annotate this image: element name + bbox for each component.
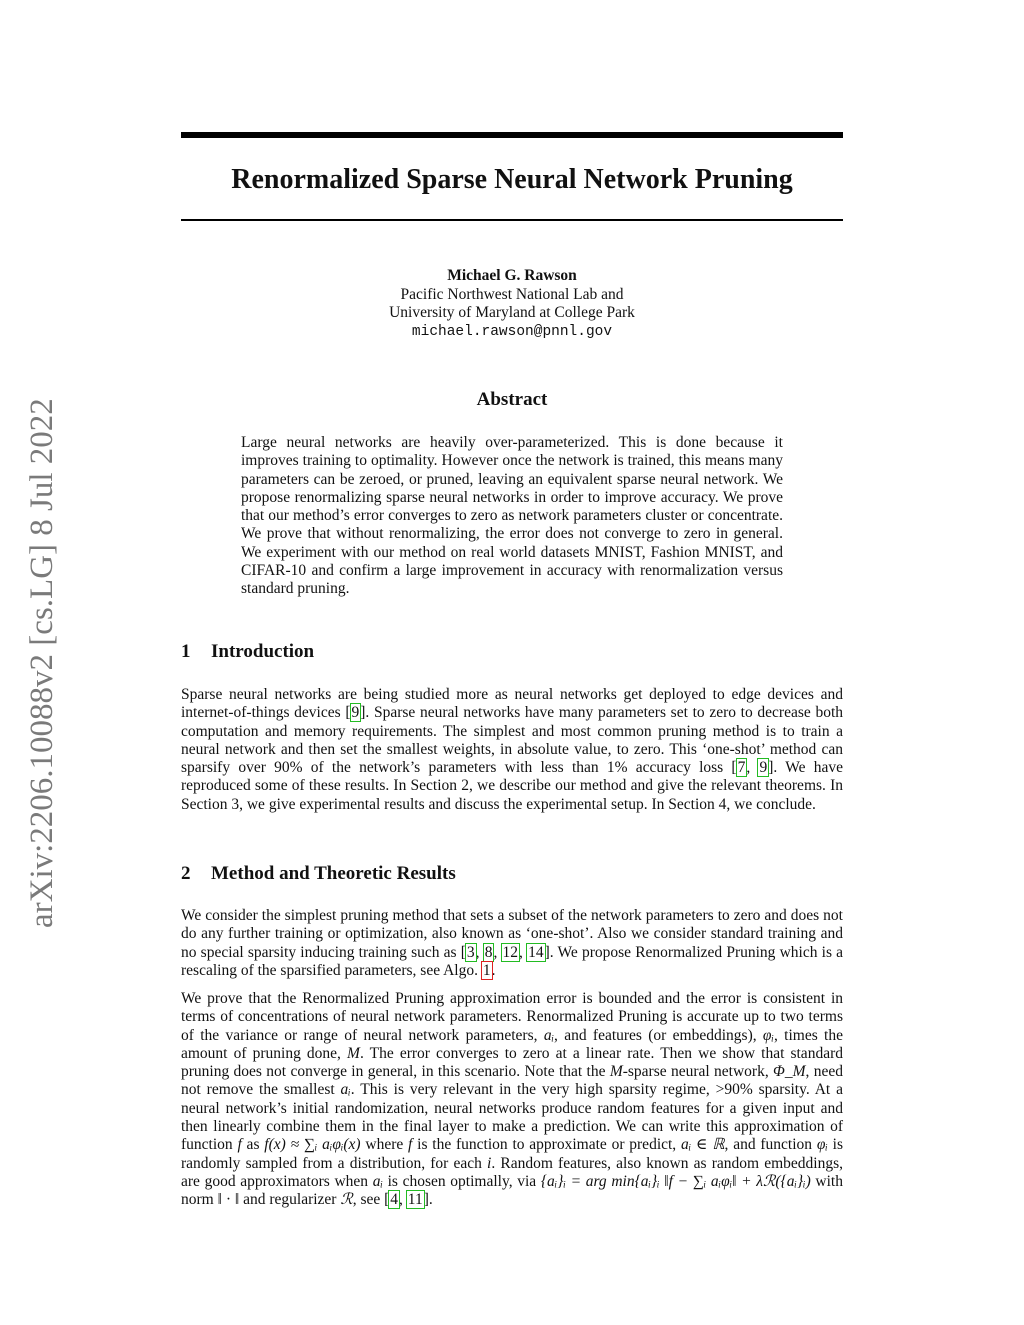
section-1-paragraph bbox=[181, 686, 843, 814]
section-2-heading bbox=[181, 863, 843, 885]
text-run: . This is very relevant in the very high sparsity regime, >90% sparsity. At a neural network’s initial randomization, neural networks produce random features for a given input and then linearly combine them in the final layer to make a prediction. We can write this approximation of function bbox=[181, 1081, 843, 1154]
math-var: i bbox=[487, 1154, 492, 1172]
text-run: , bbox=[746, 759, 759, 777]
text-run: ]. Sparse neural networks have many parameters set to zero to decrease both computation and memory requirements. The simplest and most common pruning method is to train a neural network and then set the smallest weights, in absolute value, to zero. This ‘one-shot’ method can sparsify over 90% of the network’s parameters with less than 1% accuracy loss [ bbox=[181, 704, 844, 777]
abstract-heading: Abstract bbox=[476, 389, 548, 410]
math-var: φᵢ bbox=[816, 1136, 828, 1154]
section-1-number: 1 bbox=[181, 641, 191, 662]
math-var: aᵢ bbox=[340, 1081, 351, 1099]
text-run: as bbox=[241, 1136, 265, 1154]
author-name: Michael G. Rawson bbox=[447, 267, 577, 284]
citation-link[interactable]: 9 bbox=[759, 759, 768, 777]
section-2-title: Method and Theoretic Results bbox=[211, 863, 456, 884]
math-var: M bbox=[609, 1063, 623, 1081]
math-var: aᵢ bbox=[543, 1026, 555, 1044]
math-expression: f(x) ≈ ∑ᵢ aᵢφᵢ(x) bbox=[264, 1136, 361, 1154]
section-2-paragraph-2 bbox=[181, 990, 843, 1210]
text-run: . bbox=[491, 961, 496, 979]
math-expression: {aᵢ}ᵢ = arg min{aᵢ}ᵢ ‖f − ∑ᵢ aᵢφᵢ‖ + λℛ({aᵢ}ᵢ) bbox=[540, 1172, 811, 1190]
text-run: , and function bbox=[724, 1136, 817, 1154]
text-run: -sparse neural network, bbox=[622, 1063, 774, 1081]
text-run: is randomly sampled from a distribution, for each bbox=[181, 1136, 843, 1172]
section-2-paragraph-1: We consider the simplest pruning method that sets a subset of the network parameters to zero and does not do any further training or optimization, also known as ‘one-shot’. Also we consider standard training and no special sparsity inducing training such as [3, 8, 12, 14]. We propose Renormalized Pruning which is a rescaling of the sparsified parameters, see Algo. 1. bbox=[181, 907, 844, 979]
math-var: ℛ bbox=[340, 1191, 353, 1209]
text-run: , times the amount of pruning done, bbox=[181, 1026, 843, 1062]
text-run: . Random features, also known as random embeddings, are good approximators when bbox=[181, 1154, 843, 1190]
text-run: , bbox=[399, 1191, 407, 1209]
text-run: . The error converges to zero at a linear rate. Then we show that standard pruning does not converge in general, in this scenario. Note that the bbox=[181, 1044, 843, 1081]
text-run: is chosen optimally, via bbox=[382, 1172, 541, 1190]
author-affiliation-2: University of Maryland at College Park bbox=[389, 304, 635, 321]
algorithm-reference-link[interactable]: 1 bbox=[482, 961, 491, 979]
text-run: ]. We have reproduced some of these results. In Section 2, we describe our method and give the relevant theorems. In Section 3, we give experimental results and discuss the experimental setup. In Section 4, we conclude. bbox=[181, 759, 843, 813]
math-var: Φ_M bbox=[773, 1063, 806, 1081]
citation-link[interactable]: 12 bbox=[502, 943, 519, 961]
arxiv-sidebar-stamp: arXiv:2206.10088v2 [cs.LG] 8 Jul 2022 bbox=[24, 398, 60, 928]
text-run: and regularizer bbox=[239, 1191, 341, 1209]
citation-link[interactable]: 11 bbox=[407, 1191, 423, 1209]
math-var: aᵢ bbox=[372, 1172, 383, 1190]
title-bottom-rule bbox=[181, 219, 843, 221]
author-block bbox=[181, 267, 843, 341]
text-run: ]. We propose Renormalized Pruning which is a rescaling of the sparsified parameters, see Algo. bbox=[181, 943, 844, 979]
text-run: with norm bbox=[181, 1172, 843, 1209]
text-run: where bbox=[360, 1136, 409, 1154]
title-top-rule bbox=[181, 132, 843, 138]
text-run: , need not remove the smallest bbox=[181, 1063, 843, 1099]
citation-link[interactable]: 8 bbox=[484, 943, 493, 961]
text-run: , and features (or embeddings), bbox=[554, 1026, 763, 1044]
text-run: Sparse neural networks are being studied more as neural networks get deployed to edge devices and internet-of-things devices [ bbox=[181, 686, 843, 722]
citation-link[interactable]: 7 bbox=[737, 759, 746, 777]
abstract-text: Large neural networks are heavily over-parameterized. This is done because it improves training to optimality. However once the network is trained, this means many parameters can be zeroed, or pruned, leaving an equivalent sparse neural network. We propose renormalizing sparse neural networks in order to improve accuracy. We prove that our method’s error converges to zero as network parameters cluster or concentrate. We prove that without renormalizing, the error does not converge to zero in general. We experiment with our method on real world datasets MNIST, Fashion MNIST, and CIFAR-10 and confirm a large improvement in accuracy with renormalization versus standard pruning. bbox=[241, 434, 783, 598]
paper-title: Renormalized Sparse Neural Network Pruning bbox=[231, 164, 793, 195]
citation-link[interactable]: 14 bbox=[528, 943, 544, 961]
citation-link[interactable]: 9 bbox=[351, 704, 360, 722]
section-1-title: Introduction bbox=[211, 641, 315, 662]
text-run: We consider the simplest pruning method that sets a subset of the network parameters to zero and does not do any further training or optimization, also known as ‘one-shot’. Also we consider standard training and no special sparsity inducing training such as [ bbox=[181, 907, 843, 961]
text-run: , see [ bbox=[352, 1191, 390, 1209]
section-1-heading bbox=[181, 641, 843, 663]
math-var: φᵢ bbox=[762, 1026, 774, 1044]
text-run: is the function to approximate or predict, bbox=[412, 1136, 681, 1154]
author-email[interactable]: michael.rawson@pnnl.gov bbox=[411, 323, 613, 340]
math-var: f bbox=[408, 1136, 413, 1154]
math-expression: ‖ · ‖ bbox=[217, 1191, 240, 1209]
math-var: M bbox=[347, 1044, 360, 1062]
citation-link[interactable]: 3 bbox=[466, 943, 475, 961]
citation-link[interactable]: 4 bbox=[390, 1191, 399, 1209]
math-var: f bbox=[237, 1136, 242, 1154]
author-affiliation-1: Pacific Northwest National Lab and bbox=[400, 285, 624, 303]
text-run: We prove that the Renormalized Pruning approximation error is bounded and the error is consistent in terms of concentrations of neural network parameters. Renormalized Pruning is accurate up to two terms of the variance or range of neural network parameters, bbox=[181, 990, 843, 1044]
section-2-number: 2 bbox=[181, 863, 191, 884]
math-expression: aᵢ ∈ ℝ bbox=[680, 1136, 725, 1154]
text-run: ]. bbox=[423, 1191, 433, 1209]
